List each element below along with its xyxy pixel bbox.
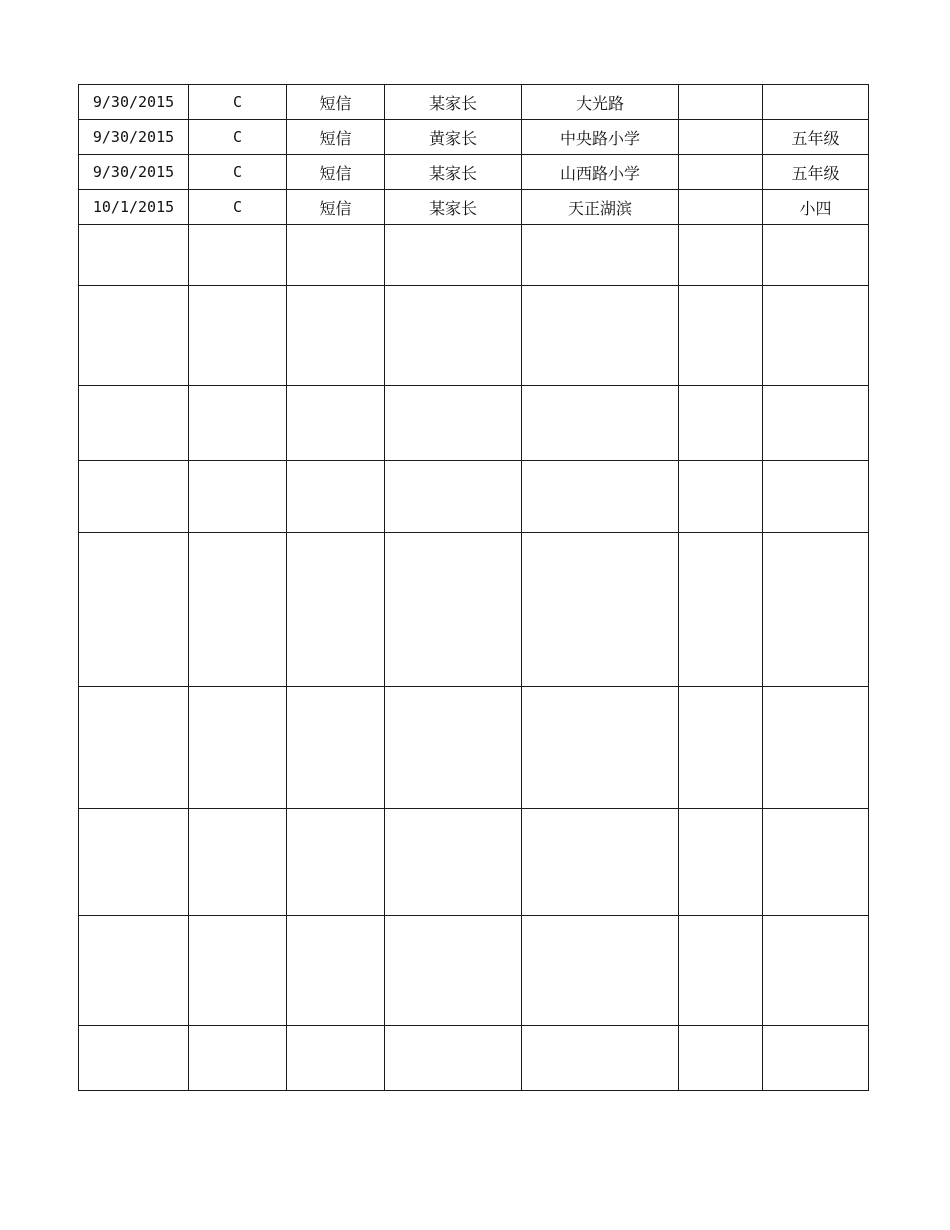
empty-row <box>79 386 869 461</box>
date-cell: 10/1/2015 <box>79 190 189 225</box>
note-cell <box>679 155 763 190</box>
location-cell: 天正湖滨 <box>522 190 679 225</box>
empty-cell <box>189 386 287 461</box>
empty-cell <box>763 225 869 286</box>
empty-cell <box>679 1026 763 1091</box>
contact-cell: 黄家长 <box>385 120 522 155</box>
empty-row <box>79 225 869 286</box>
date-cell: 9/30/2015 <box>79 120 189 155</box>
empty-cell <box>522 916 679 1026</box>
empty-cell <box>679 809 763 916</box>
empty-cell <box>79 687 189 809</box>
contact-cell: 某家长 <box>385 155 522 190</box>
empty-cell <box>287 687 385 809</box>
code-cell: C <box>189 85 287 120</box>
empty-cell <box>385 386 522 461</box>
empty-cell <box>385 687 522 809</box>
code-cell: C <box>189 155 287 190</box>
empty-cell <box>679 286 763 386</box>
empty-cell <box>763 386 869 461</box>
empty-cell <box>189 533 287 687</box>
contact-cell: 某家长 <box>385 85 522 120</box>
method-cell: 短信 <box>287 120 385 155</box>
empty-cell <box>189 1026 287 1091</box>
empty-cell <box>287 809 385 916</box>
empty-row <box>79 1026 869 1091</box>
empty-cell <box>679 533 763 687</box>
empty-cell <box>79 1026 189 1091</box>
empty-cell <box>522 286 679 386</box>
empty-cell <box>385 286 522 386</box>
empty-cell <box>679 225 763 286</box>
empty-cell <box>385 533 522 687</box>
empty-cell <box>763 533 869 687</box>
empty-cell <box>189 286 287 386</box>
grade-cell: 五年级 <box>763 120 869 155</box>
empty-cell <box>79 286 189 386</box>
date-cell: 9/30/2015 <box>79 85 189 120</box>
empty-cell <box>679 386 763 461</box>
empty-cell <box>522 461 679 533</box>
method-cell: 短信 <box>287 155 385 190</box>
empty-row <box>79 809 869 916</box>
empty-cell <box>287 386 385 461</box>
empty-cell <box>522 225 679 286</box>
table-row <box>79 155 869 190</box>
location-cell: 中央路小学 <box>522 120 679 155</box>
location-cell: 大光路 <box>522 85 679 120</box>
empty-cell <box>763 286 869 386</box>
record-sheet <box>78 84 868 1091</box>
empty-cell <box>79 225 189 286</box>
empty-cell <box>679 687 763 809</box>
record-table <box>78 84 869 1091</box>
date-cell: 9/30/2015 <box>79 155 189 190</box>
empty-row <box>79 533 869 687</box>
note-cell <box>679 190 763 225</box>
contact-cell: 某家长 <box>385 190 522 225</box>
empty-cell <box>763 916 869 1026</box>
empty-cell <box>522 687 679 809</box>
method-cell: 短信 <box>287 85 385 120</box>
empty-cell <box>287 225 385 286</box>
note-cell <box>679 120 763 155</box>
empty-cell <box>189 809 287 916</box>
empty-cell <box>79 461 189 533</box>
empty-cell <box>79 533 189 687</box>
empty-cell <box>287 916 385 1026</box>
empty-cell <box>763 461 869 533</box>
empty-cell <box>679 461 763 533</box>
empty-cell <box>287 533 385 687</box>
empty-cell <box>385 916 522 1026</box>
empty-cell <box>763 809 869 916</box>
grade-cell <box>763 85 869 120</box>
empty-cell <box>522 809 679 916</box>
table-row <box>79 120 869 155</box>
empty-cell <box>763 687 869 809</box>
empty-row <box>79 687 869 809</box>
empty-cell <box>79 916 189 1026</box>
code-cell: C <box>189 190 287 225</box>
empty-cell <box>287 286 385 386</box>
empty-cell <box>287 1026 385 1091</box>
location-cell: 山西路小学 <box>522 155 679 190</box>
empty-cell <box>763 1026 869 1091</box>
empty-cell <box>385 461 522 533</box>
empty-cell <box>189 461 287 533</box>
empty-cell <box>522 533 679 687</box>
note-cell <box>679 85 763 120</box>
table-row <box>79 85 869 120</box>
empty-cell <box>287 461 385 533</box>
empty-cell <box>385 809 522 916</box>
empty-cell <box>79 386 189 461</box>
empty-cell <box>522 1026 679 1091</box>
grade-cell: 小四 <box>763 190 869 225</box>
empty-cell <box>679 916 763 1026</box>
empty-row <box>79 286 869 386</box>
empty-cell <box>522 386 679 461</box>
method-cell: 短信 <box>287 190 385 225</box>
empty-cell <box>189 916 287 1026</box>
empty-cell <box>385 1026 522 1091</box>
grade-cell: 五年级 <box>763 155 869 190</box>
code-cell: C <box>189 120 287 155</box>
empty-row <box>79 461 869 533</box>
empty-cell <box>79 809 189 916</box>
table-row <box>79 190 869 225</box>
empty-cell <box>189 687 287 809</box>
empty-row <box>79 916 869 1026</box>
empty-cell <box>385 225 522 286</box>
empty-cell <box>189 225 287 286</box>
